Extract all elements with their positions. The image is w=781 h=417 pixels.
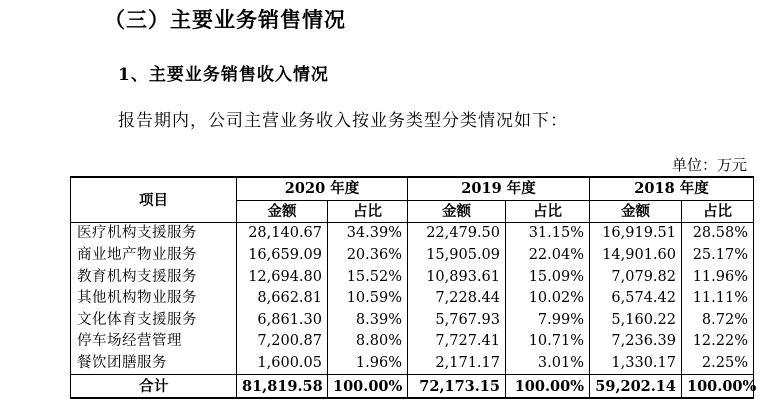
amount-cell: 1,330.17	[590, 353, 682, 375]
amount-cell: 1,600.05	[237, 353, 328, 375]
amount-cell: 7,727.41	[408, 331, 506, 353]
share-cell: 8.80%	[328, 331, 408, 353]
amount-header: 金额	[590, 200, 682, 223]
share-cell: 34.39%	[328, 223, 408, 245]
amount-cell: 72,173.15	[408, 375, 506, 398]
share-cell: 11.11%	[682, 288, 754, 310]
share-cell: 8.39%	[328, 310, 408, 332]
amount-cell: 7,079.82	[590, 266, 682, 288]
share-cell: 11.96%	[682, 266, 754, 288]
table-row	[71, 245, 754, 267]
amount-cell: 10,893.61	[408, 266, 506, 288]
amount-cell: 12,694.80	[237, 266, 328, 288]
amount-cell: 16,919.51	[590, 223, 682, 245]
share-header: 占比	[682, 200, 754, 223]
share-cell: 100.00%	[682, 375, 754, 398]
share-cell: 1.96%	[328, 353, 408, 375]
share-header: 占比	[328, 200, 408, 223]
share-cell: 25.17%	[682, 245, 754, 267]
amount-cell: 7,236.39	[590, 331, 682, 353]
amount-cell: 2,171.17	[408, 353, 506, 375]
row-label: 合计	[71, 375, 237, 398]
share-cell: 12.22%	[682, 331, 754, 353]
share-cell: 2.25%	[682, 353, 754, 375]
amount-cell: 5,767.93	[408, 310, 506, 332]
item-header: 项目	[71, 177, 237, 223]
amount-cell: 15,905.09	[408, 245, 506, 267]
share-cell: 28.58%	[682, 223, 754, 245]
total-row	[71, 375, 754, 398]
table-row	[71, 288, 754, 310]
amount-cell: 6,574.42	[590, 288, 682, 310]
amount-cell: 5,160.22	[590, 310, 682, 332]
year-header: 2019 年度	[408, 177, 590, 200]
share-header: 占比	[506, 200, 590, 223]
amount-header: 金额	[408, 200, 506, 223]
amount-cell: 22,479.50	[408, 223, 506, 245]
amount-cell: 16,659.09	[237, 245, 328, 267]
intro-paragraph: 报告期内，公司主营业务收入按业务类型分类情况如下：	[118, 111, 568, 131]
table-body	[71, 223, 757, 398]
share-cell: 100.00%	[328, 375, 408, 398]
row-label: 其他机构物业服务	[71, 288, 237, 310]
year-header: 2018 年度	[590, 177, 754, 200]
year-header: 2020 年度	[237, 177, 408, 200]
share-cell: 100.00%	[506, 375, 590, 398]
row-label: 医疗机构支援服务	[71, 223, 237, 245]
share-cell: 10.02%	[506, 288, 590, 310]
amount-cell: 6,861.30	[237, 310, 328, 332]
share-cell: 8.72%	[682, 310, 754, 332]
share-cell: 31.15%	[506, 223, 590, 245]
row-label: 餐饮团膳服务	[71, 353, 237, 375]
table-row	[71, 331, 754, 353]
row-label: 商业地产物业服务	[71, 245, 237, 267]
table-row	[71, 310, 754, 332]
section-heading: （三）主要业务销售情况	[104, 7, 346, 32]
amount-cell: 59,202.14	[590, 375, 682, 398]
share-cell: 22.04%	[506, 245, 590, 267]
share-cell: 7.99%	[506, 310, 590, 332]
share-cell: 15.52%	[328, 266, 408, 288]
share-cell: 10.71%	[506, 331, 590, 353]
amount-cell: 7,200.87	[237, 331, 328, 353]
share-cell: 15.09%	[506, 266, 590, 288]
subsection-heading: 1、主要业务销售收入情况	[118, 65, 329, 85]
amount-cell: 14,901.60	[590, 245, 682, 267]
share-cell: 3.01%	[506, 353, 590, 375]
revenue-table	[70, 176, 757, 399]
amount-header: 金额	[237, 200, 328, 223]
row-label: 文化体育支援服务	[71, 310, 237, 332]
amount-cell: 7,228.44	[408, 288, 506, 310]
table-row	[71, 353, 754, 375]
unit-note: 单位：万元	[671, 156, 747, 174]
row-label: 停车场经营管理	[71, 331, 237, 353]
share-cell: 10.59%	[328, 288, 408, 310]
row-label: 教育机构支援服务	[71, 266, 237, 288]
share-cell: 20.36%	[328, 245, 408, 267]
table-row	[71, 223, 754, 245]
amount-cell: 8,662.81	[237, 288, 328, 310]
amount-cell: 81,819.58	[237, 375, 328, 398]
amount-cell: 28,140.67	[237, 223, 328, 245]
table-row	[71, 266, 754, 288]
